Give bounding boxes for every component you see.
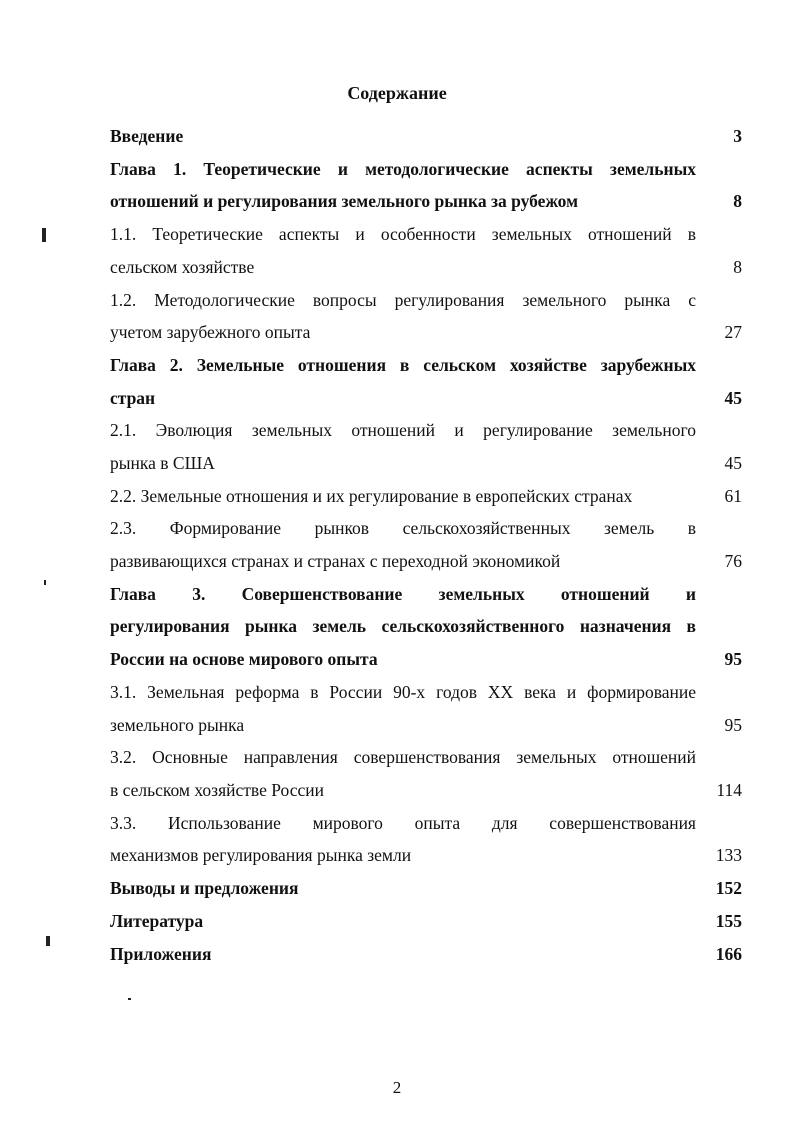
toc-page-number: 152 — [715, 878, 742, 899]
toc-page-number: 95 — [724, 649, 742, 670]
toc-page-number: 155 — [715, 910, 742, 931]
toc-line — [110, 480, 742, 513]
toc-page-number: 95 — [724, 714, 742, 735]
toc-entry-text: развивающихся странах и странах с переходной экономикой — [110, 551, 561, 572]
toc-entry-text: 2.1. Эволюция земельных отношений и регулирование земельного — [110, 420, 696, 441]
toc-line — [110, 284, 742, 317]
toc-entry-text: сельском хозяйстве — [110, 256, 255, 277]
toc-entry — [110, 872, 742, 905]
toc-page-number: 45 — [724, 387, 742, 408]
toc-entry-text: Выводы и предложения — [110, 878, 299, 899]
toc-page-number: 45 — [724, 452, 742, 473]
toc-entry — [110, 349, 742, 414]
toc-entry-text: 2.3. Формирование рынков сельскохозяйственных земель в — [110, 518, 696, 539]
scan-artifact — [42, 228, 46, 242]
toc-line — [110, 414, 742, 447]
toc-line — [110, 218, 742, 251]
toc-entry-text: земельного рынка — [110, 714, 245, 735]
toc-entry-text: регулирования рынка земель сельскохозяйственного назначения в — [110, 616, 696, 637]
toc-entry-text: учетом зарубежного опыта — [110, 322, 311, 343]
toc-line — [110, 185, 742, 218]
toc-entry-text: рынка в США — [110, 452, 215, 473]
toc-entry-text: 1.1. Теоретические аспекты и особенности земельных отношений в — [110, 224, 696, 245]
toc-line — [110, 578, 742, 611]
toc-entry-text: механизмов регулирования рынка земли — [110, 845, 412, 866]
toc-page-number: 61 — [724, 485, 742, 506]
toc-page-number: 166 — [715, 943, 742, 964]
toc-line — [110, 643, 742, 676]
toc-entry — [110, 153, 742, 218]
toc-entry-text: отношений и регулирования земельного рынка за рубежом — [110, 191, 578, 212]
toc-entry-text: стран — [110, 387, 156, 408]
toc-entry-text: Глава 3. Совершенствование земельных отношений и — [110, 583, 696, 604]
toc-entry — [110, 741, 742, 806]
toc-line — [110, 447, 742, 480]
toc-entry-text: Приложения — [110, 943, 212, 964]
toc-entry-text: Литература — [110, 910, 204, 931]
toc-entry-text: России на основе мирового опыта — [110, 649, 378, 670]
toc-line — [110, 741, 742, 774]
toc-entry — [110, 120, 742, 153]
toc-page-number: 8 — [733, 256, 742, 277]
toc-entry-text: Глава 1. Теоретические и методологические аспекты земельных — [110, 158, 696, 179]
toc-line — [110, 905, 742, 938]
toc-line — [110, 807, 742, 840]
toc-page-number: 76 — [724, 551, 742, 572]
toc-entry — [110, 512, 742, 577]
toc-entry — [110, 807, 742, 872]
toc-line — [110, 676, 742, 709]
toc-entry — [110, 676, 742, 741]
toc-entry-text: Введение — [110, 126, 184, 146]
toc-line — [110, 610, 742, 643]
toc-entry — [110, 414, 742, 479]
toc-entry-text: 3.2. Основные направления совершенствования земельных отношений — [110, 747, 696, 768]
toc-page-number: 3 — [733, 126, 742, 146]
toc-line — [110, 120, 742, 153]
toc-page-number: 27 — [724, 322, 742, 343]
toc-line — [110, 251, 742, 284]
scan-artifact — [44, 580, 46, 585]
toc-line — [110, 153, 742, 186]
toc-entry-text: Глава 2. Земельные отношения в сельском хозяйстве зарубежных — [110, 354, 696, 375]
toc-entry — [110, 578, 742, 676]
toc-line — [110, 774, 742, 807]
toc-entry-text: 3.3. Использование мирового опыта для совершенствования — [110, 812, 696, 833]
scan-artifact — [128, 998, 131, 1000]
toc-line — [110, 512, 742, 545]
toc-entry-text: 3.1. Земельная реформа в России 90-х годов XX века и формирование — [110, 681, 696, 702]
toc-entry-text: в сельском хозяйстве России — [110, 779, 324, 800]
toc-line — [110, 938, 742, 971]
toc-page-number: 114 — [716, 779, 742, 800]
toc-entry-text: 2.2. Земельные отношения и их регулирование в европейских странах — [110, 485, 633, 506]
toc-page-number: 8 — [733, 191, 742, 212]
toc-line — [110, 349, 742, 382]
toc-entry — [110, 480, 742, 513]
scan-artifact — [46, 936, 50, 946]
toc-line — [110, 709, 742, 742]
page-number: 2 — [392, 1078, 402, 1097]
toc-entry — [110, 905, 742, 938]
toc-line — [110, 839, 742, 872]
toc-line — [110, 545, 742, 578]
page-title: Содержание — [347, 83, 447, 103]
toc-entry — [110, 218, 742, 283]
toc-line — [110, 872, 742, 905]
toc-entry — [110, 284, 742, 349]
toc-entry — [110, 938, 742, 971]
toc-page-number: 133 — [715, 845, 742, 866]
toc-line — [110, 382, 742, 415]
toc-entry-text: 1.2. Методологические вопросы регулирования земельного рынка с — [110, 289, 696, 310]
toc-line — [110, 316, 742, 349]
